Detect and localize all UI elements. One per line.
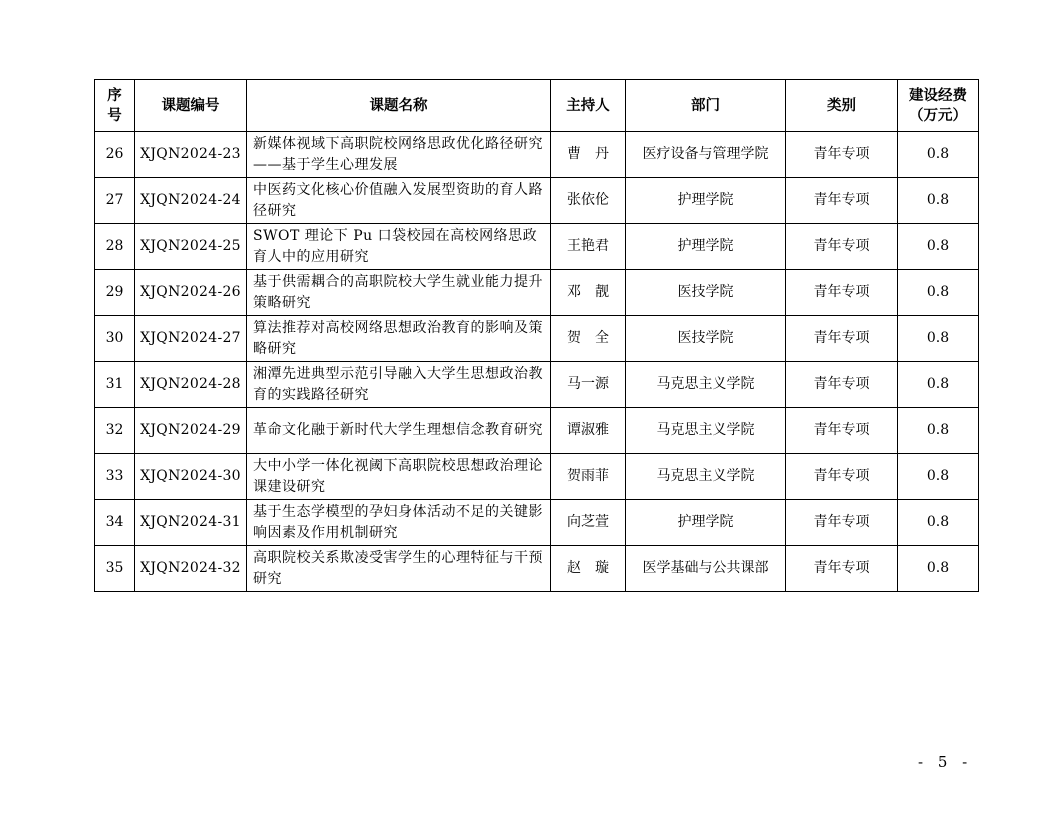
cell-host: 曹 丹 xyxy=(551,132,626,178)
cell-host: 向芝萱 xyxy=(551,500,626,546)
cell-index: 34 xyxy=(95,500,135,546)
header-code: 课题编号 xyxy=(135,80,247,132)
cell-category: 青年专项 xyxy=(786,500,898,546)
header-row xyxy=(95,80,979,132)
cell-title: 中医药文化核心价值融入发展型资助的育人路径研究 xyxy=(247,178,551,224)
cell-code: XJQN2024-32 xyxy=(135,546,247,592)
cell-index: 32 xyxy=(95,408,135,454)
cell-host: 邓 靓 xyxy=(551,270,626,316)
table-row xyxy=(95,178,979,224)
cell-category: 青年专项 xyxy=(786,454,898,500)
cell-code: XJQN2024-28 xyxy=(135,362,247,408)
cell-index: 35 xyxy=(95,546,135,592)
header-category: 类别 xyxy=(786,80,898,132)
cell-category: 青年专项 xyxy=(786,178,898,224)
table-row xyxy=(95,500,979,546)
cell-index: 28 xyxy=(95,224,135,270)
cell-category: 青年专项 xyxy=(786,362,898,408)
cell-budget: 0.8 xyxy=(898,546,979,592)
cell-dept: 护理学院 xyxy=(626,178,786,224)
cell-code: XJQN2024-24 xyxy=(135,178,247,224)
cell-index: 30 xyxy=(95,316,135,362)
cell-dept: 医技学院 xyxy=(626,316,786,362)
header-index-line2: 号 xyxy=(107,107,122,124)
cell-budget: 0.8 xyxy=(898,408,979,454)
cell-index: 33 xyxy=(95,454,135,500)
cell-host: 王艳君 xyxy=(551,224,626,270)
cell-title: 大中小学一体化视阈下高职院校思想政治理论课建设研究 xyxy=(247,454,551,500)
table-row xyxy=(95,546,979,592)
cell-dept: 医技学院 xyxy=(626,270,786,316)
cell-budget: 0.8 xyxy=(898,362,979,408)
table-row xyxy=(95,132,979,178)
table-row xyxy=(95,362,979,408)
cell-title: SWOT 理论下 Pu 口袋校园在高校网络思政育人中的应用研究 xyxy=(247,224,551,270)
cell-budget: 0.8 xyxy=(898,500,979,546)
header-budget-line2: （万元） xyxy=(909,107,967,124)
page-number: - 5 - xyxy=(918,753,973,771)
cell-dept: 医学基础与公共课部 xyxy=(626,546,786,592)
cell-budget: 0.8 xyxy=(898,224,979,270)
table-row xyxy=(95,316,979,362)
header-budget xyxy=(898,80,979,132)
cell-category: 青年专项 xyxy=(786,316,898,362)
cell-host: 谭淑雅 xyxy=(551,408,626,454)
cell-index: 29 xyxy=(95,270,135,316)
cell-host: 马一源 xyxy=(551,362,626,408)
cell-budget: 0.8 xyxy=(898,454,979,500)
cell-title: 革命文化融于新时代大学生理想信念教育研究 xyxy=(247,408,551,454)
cell-index: 26 xyxy=(95,132,135,178)
cell-title: 基于供需耦合的高职院校大学生就业能力提升策略研究 xyxy=(247,270,551,316)
cell-category: 青年专项 xyxy=(786,132,898,178)
cell-code: XJQN2024-30 xyxy=(135,454,247,500)
cell-category: 青年专项 xyxy=(786,270,898,316)
cell-code: XJQN2024-27 xyxy=(135,316,247,362)
cell-dept: 马克思主义学院 xyxy=(626,408,786,454)
cell-code: XJQN2024-26 xyxy=(135,270,247,316)
header-index xyxy=(95,80,135,132)
cell-code: XJQN2024-23 xyxy=(135,132,247,178)
cell-category: 青年专项 xyxy=(786,546,898,592)
cell-dept: 护理学院 xyxy=(626,224,786,270)
cell-host: 贺 全 xyxy=(551,316,626,362)
cell-dept: 马克思主义学院 xyxy=(626,362,786,408)
cell-dept: 护理学院 xyxy=(626,500,786,546)
cell-budget: 0.8 xyxy=(898,270,979,316)
cell-category: 青年专项 xyxy=(786,408,898,454)
cell-title: 高职院校关系欺凌受害学生的心理特征与干预研究 xyxy=(247,546,551,592)
cell-title: 新媒体视域下高职院校网络思政优化路径研究——基于学生心理发展 xyxy=(247,132,551,178)
header-title: 课题名称 xyxy=(247,80,551,132)
header-host: 主持人 xyxy=(551,80,626,132)
cell-budget: 0.8 xyxy=(898,178,979,224)
project-table xyxy=(94,79,979,592)
cell-title: 湘潭先进典型示范引导融入大学生思想政治教育的实践路径研究 xyxy=(247,362,551,408)
cell-host: 贺雨菲 xyxy=(551,454,626,500)
cell-code: XJQN2024-25 xyxy=(135,224,247,270)
cell-title: 算法推荐对高校网络思想政治教育的影响及策略研究 xyxy=(247,316,551,362)
cell-budget: 0.8 xyxy=(898,316,979,362)
cell-dept: 医疗设备与管理学院 xyxy=(626,132,786,178)
table-row xyxy=(95,224,979,270)
cell-host: 张依伦 xyxy=(551,178,626,224)
cell-budget: 0.8 xyxy=(898,132,979,178)
cell-index: 31 xyxy=(95,362,135,408)
table-row xyxy=(95,408,979,454)
table-row xyxy=(95,270,979,316)
header-budget-line1: 建设经费 xyxy=(909,87,967,104)
cell-title: 基于生态学模型的孕妇身体活动不足的关键影响因素及作用机制研究 xyxy=(247,500,551,546)
cell-host: 赵 璇 xyxy=(551,546,626,592)
cell-index: 27 xyxy=(95,178,135,224)
header-dept: 部门 xyxy=(626,80,786,132)
table-row xyxy=(95,454,979,500)
cell-code: XJQN2024-31 xyxy=(135,500,247,546)
header-index-line1: 序 xyxy=(107,87,122,104)
cell-code: XJQN2024-29 xyxy=(135,408,247,454)
cell-category: 青年专项 xyxy=(786,224,898,270)
cell-dept: 马克思主义学院 xyxy=(626,454,786,500)
